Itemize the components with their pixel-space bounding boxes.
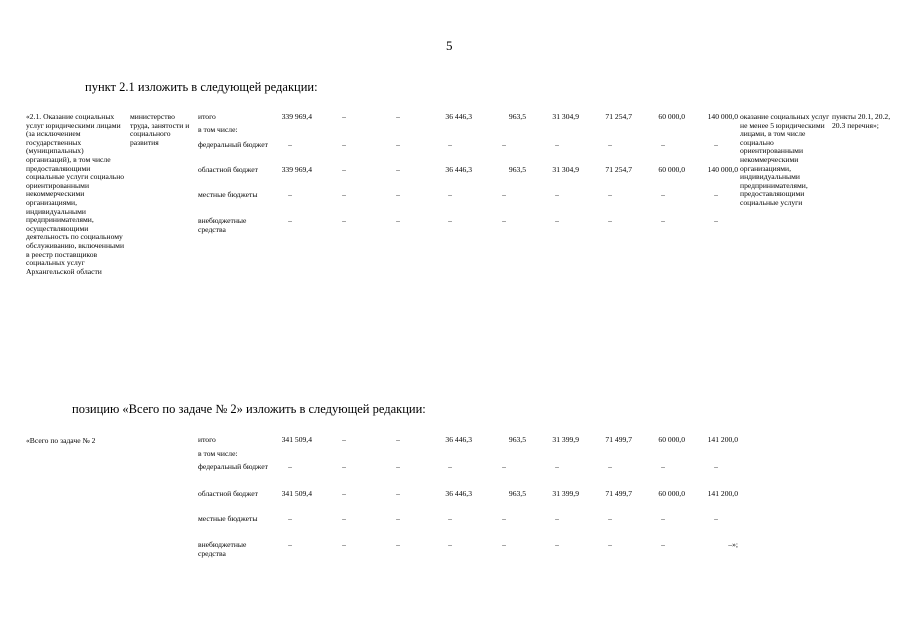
- amount-cell: –: [342, 190, 346, 199]
- amount-cell: 60 000,0: [658, 112, 685, 121]
- amount-cell: 341 509,4: [281, 435, 312, 444]
- amount-cell: –: [448, 514, 452, 523]
- amount-cell: –: [288, 540, 292, 549]
- amount-cell: –: [396, 165, 400, 174]
- amount-cell: –: [396, 190, 400, 199]
- amount-cell: 963,5: [508, 489, 526, 498]
- amount-cell: –: [502, 140, 506, 149]
- amount-cell: 31 304,9: [552, 112, 579, 121]
- amount-cell: 141 200,0: [707, 489, 738, 498]
- budget-source-label: федеральный бюджет: [198, 140, 268, 149]
- amount-cell: –: [342, 435, 346, 444]
- amount-cell: –: [502, 462, 506, 471]
- amount-cell: –: [342, 489, 346, 498]
- amount-cell: –: [396, 514, 400, 523]
- amount-cell: –»;: [728, 540, 738, 549]
- budget-source-label: федеральный бюджет: [198, 462, 268, 471]
- amount-cell: 71 254,7: [605, 112, 632, 121]
- amount-cell: –: [555, 462, 559, 471]
- amount-cell: –: [555, 540, 559, 549]
- amount-cell: –: [396, 540, 400, 549]
- amount-cell: –: [714, 140, 718, 149]
- amount-cell: 36 446,3: [445, 489, 472, 498]
- amount-cell: –: [342, 462, 346, 471]
- amount-cell: –: [608, 216, 612, 225]
- amount-cell: 963,5: [508, 112, 526, 121]
- amount-cell: –: [555, 514, 559, 523]
- budget-source-label: итого: [198, 435, 216, 444]
- list-points: пункты 20.1, 20.2, 20.3 перечня»;: [832, 112, 891, 130]
- amount-cell: –: [288, 216, 292, 225]
- amount-cell: –: [502, 514, 506, 523]
- amount-cell: –: [396, 462, 400, 471]
- amount-cell: –: [342, 112, 346, 121]
- amount-cell: –: [342, 540, 346, 549]
- amount-cell: –: [502, 216, 506, 225]
- amount-cell: –: [288, 190, 292, 199]
- amount-cell: –: [396, 216, 400, 225]
- amount-cell: 963,5: [508, 165, 526, 174]
- amount-cell: –: [661, 540, 665, 549]
- amount-cell: –: [448, 140, 452, 149]
- budget-source-label: в том числе:: [198, 449, 238, 458]
- amount-cell: 36 446,3: [445, 112, 472, 121]
- amount-cell: 141 200,0: [707, 435, 738, 444]
- amount-cell: –: [502, 190, 506, 199]
- amount-cell: –: [555, 190, 559, 199]
- amount-cell: 71 499,7: [605, 489, 632, 498]
- amount-cell: –: [342, 165, 346, 174]
- expected-result: оказание социальных услуг не менее 5 юридическими лицами, в том числе социально ориентированными некоммерческими организациями, индивидуальными предпринимателями, предоставляющими социальные услуги: [740, 112, 830, 207]
- amount-cell: 31 304,9: [552, 165, 579, 174]
- measure-name: «2.1. Оказание социальных услуг юридическими лицами (за исключением государственных (муниципальных) организаций), в том числе предоставляющими социальные услуги социально ориентированными некоммерческими организациями, индивидуальными предпринимателями, осуществляющими деятельность по социальному обслуживанию, включенными в реестр поставщиков социальных услуг Архангельской области: [26, 112, 125, 276]
- amount-cell: –: [448, 216, 452, 225]
- amount-cell: –: [342, 514, 346, 523]
- amount-cell: 339 969,4: [281, 165, 312, 174]
- amount-cell: 339 969,4: [281, 112, 312, 121]
- amount-cell: 31 399,9: [552, 435, 579, 444]
- amount-cell: –: [342, 216, 346, 225]
- amount-cell: –: [714, 190, 718, 199]
- amount-cell: –: [608, 190, 612, 199]
- amount-cell: –: [608, 140, 612, 149]
- amount-cell: 60 000,0: [658, 489, 685, 498]
- budget-source-label: местные бюджеты: [198, 190, 258, 199]
- amount-cell: –: [714, 514, 718, 523]
- amount-cell: –: [661, 190, 665, 199]
- budget-source-label: местные бюджеты: [198, 514, 258, 523]
- budget-source-label: в том числе:: [198, 125, 238, 134]
- amount-cell: –: [555, 216, 559, 225]
- amount-cell: 140 000,0: [707, 112, 738, 121]
- amount-cell: –: [448, 540, 452, 549]
- amount-cell: –: [448, 462, 452, 471]
- amount-cell: –: [661, 462, 665, 471]
- amount-cell: –: [661, 140, 665, 149]
- amount-cell: –: [396, 140, 400, 149]
- budget-source-label: областной бюджет: [198, 489, 258, 498]
- amount-cell: –: [608, 514, 612, 523]
- amount-cell: –: [342, 140, 346, 149]
- amount-cell: 71 254,7: [605, 165, 632, 174]
- amount-cell: 140 000,0: [707, 165, 738, 174]
- budget-source-label: итого: [198, 112, 216, 121]
- amount-cell: –: [608, 462, 612, 471]
- budget-source-label: областной бюджет: [198, 165, 258, 174]
- amount-cell: 31 399,9: [552, 489, 579, 498]
- instruction-text-2: позицию «Всего по задаче № 2» изложить в следующей редакции:: [72, 402, 426, 416]
- instruction-text-1: пункт 2.1 изложить в следующей редакции:: [85, 80, 318, 94]
- amount-cell: –: [502, 540, 506, 549]
- amount-cell: 341 509,4: [281, 489, 312, 498]
- page-number: 5: [446, 38, 453, 53]
- amount-cell: 36 446,3: [445, 165, 472, 174]
- responsible-executor: министерство труда, занятости и социального развития: [130, 112, 190, 147]
- budget-source-label: внебюджетные средства: [198, 540, 247, 558]
- budget-source-label: внебюджетные средства: [198, 216, 247, 234]
- amount-cell: –: [396, 489, 400, 498]
- amount-cell: –: [714, 462, 718, 471]
- amount-cell: –: [448, 190, 452, 199]
- amount-cell: 36 446,3: [445, 435, 472, 444]
- amount-cell: –: [288, 140, 292, 149]
- amount-cell: 71 499,7: [605, 435, 632, 444]
- amount-cell: 60 000,0: [658, 435, 685, 444]
- amount-cell: 60 000,0: [658, 165, 685, 174]
- amount-cell: –: [661, 514, 665, 523]
- amount-cell: 963,5: [508, 435, 526, 444]
- amount-cell: –: [608, 540, 612, 549]
- amount-cell: –: [288, 462, 292, 471]
- amount-cell: –: [396, 112, 400, 121]
- amount-cell: –: [555, 140, 559, 149]
- amount-cell: –: [714, 216, 718, 225]
- amount-cell: –: [288, 514, 292, 523]
- amount-cell: –: [661, 216, 665, 225]
- amount-cell: –: [396, 435, 400, 444]
- total-label: «Всего по задаче № 2: [26, 436, 96, 445]
